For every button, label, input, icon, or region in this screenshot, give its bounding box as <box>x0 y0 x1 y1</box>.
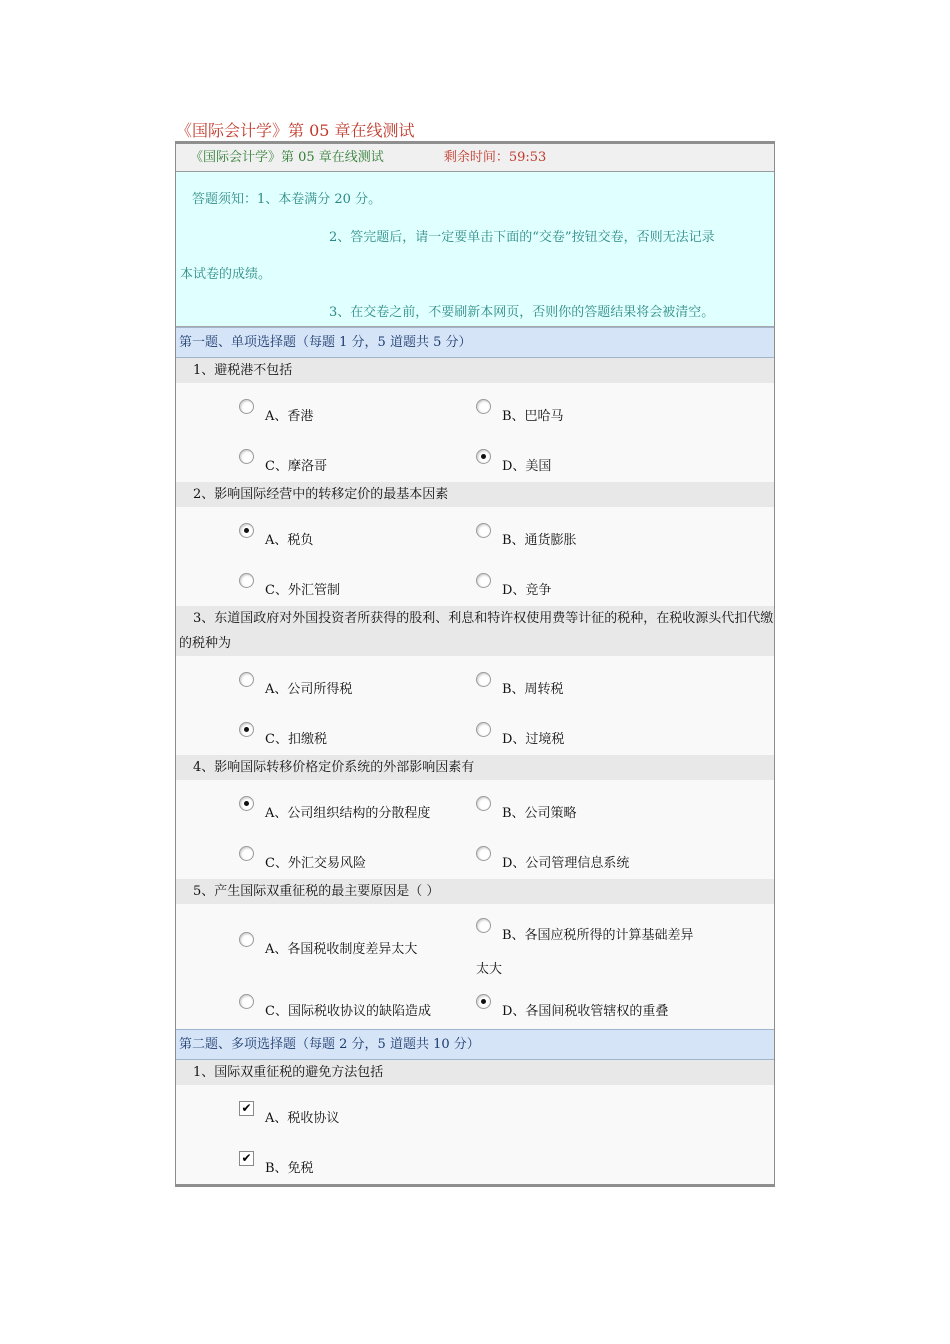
radio-icon[interactable] <box>476 846 491 861</box>
timer-label: 剩余时间： <box>443 150 509 165</box>
radio-icon[interactable] <box>476 399 491 414</box>
question-5-options: A、各国税收制度差异太大 B、各国应税所得的计算基础差异 太大 C、国际税收协议的缺陷造成 D、各国间税收管辖权的重叠 <box>176 904 774 1029</box>
question-1-text: 1、避税港不包括 <box>176 358 774 383</box>
radio-icon[interactable] <box>239 573 254 588</box>
radio-icon[interactable] <box>239 994 254 1009</box>
timer <box>444 150 546 165</box>
mc-question-1-text: 1、国际双重征税的避免方法包括 <box>176 1060 774 1085</box>
radio-selected-icon[interactable] <box>476 449 491 464</box>
section-multiple-choice-title: 第二题、多项选择题（每题 2 分，5 道题共 10 分） <box>176 1029 774 1060</box>
question-1-options: A、香港 B、巴哈马 C、摩洛哥 D、美国 <box>176 383 774 482</box>
radio-icon[interactable] <box>239 449 254 464</box>
section-single-choice-title: 第一题、单项选择题（每题 1 分，5 道题共 5 分） <box>176 327 774 358</box>
radio-icon[interactable] <box>476 796 491 811</box>
mc-question-1-options: ✔ A、税收协议 ✔ B、免税 <box>176 1085 774 1184</box>
question-3-text: 3、东道国政府对外国投资者所获得的股利、利息和特许权使用费等计征的税种，在税收源头代扣代缴的税种为 <box>176 606 774 656</box>
radio-icon[interactable] <box>476 573 491 588</box>
instruction-2: 2、答完题后，请一定要单击下面的“交卷”按钮交卷，否则无法记录 <box>329 230 715 245</box>
question-2-options: A、税负 B、通货膨胀 C、外汇管制 D、竞争 <box>176 507 774 606</box>
question-2-text: 2、影响国际经营中的转移定价的最基本因素 <box>176 482 774 507</box>
quiz-frame <box>175 141 775 1187</box>
radio-selected-icon[interactable] <box>239 523 254 538</box>
instruction-1: 答题须知：1、本卷满分 20 分。 <box>192 192 382 207</box>
document-title: 《国际会计学》第 05 章在线测试 <box>176 121 415 140</box>
question-5-text: 5、产生国际双重征税的最主要原因是（ ） <box>176 879 774 904</box>
question-4-text: 4、影响国际转移价格定价系统的外部影响因素有 <box>176 755 774 780</box>
radio-icon[interactable] <box>239 399 254 414</box>
radio-selected-icon[interactable] <box>239 796 254 811</box>
question-3-options: A、公司所得税 B、周转税 C、扣缴税 D、过境税 <box>176 656 774 755</box>
checkbox-checked-icon[interactable]: ✔ <box>239 1151 254 1166</box>
radio-selected-icon[interactable] <box>476 994 491 1009</box>
radio-icon[interactable] <box>476 918 491 933</box>
instructions-panel <box>176 172 774 327</box>
radio-icon[interactable] <box>476 722 491 737</box>
radio-icon[interactable] <box>476 523 491 538</box>
instruction-3: 3、在交卷之前，不要刷新本网页，否则你的答题结果将会被清空。 <box>329 305 715 320</box>
instruction-2-cont: 本试卷的成绩。 <box>180 267 272 282</box>
quiz-header <box>176 144 774 172</box>
timer-value: 59:53 <box>508 150 547 165</box>
quiz-title: 《国际会计学》第 05 章在线测试 <box>190 150 384 165</box>
radio-icon[interactable] <box>239 932 254 947</box>
radio-icon[interactable] <box>239 846 254 861</box>
radio-selected-icon[interactable] <box>239 722 254 737</box>
radio-icon[interactable] <box>239 672 254 687</box>
checkbox-checked-icon[interactable]: ✔ <box>239 1101 254 1116</box>
radio-icon[interactable] <box>476 672 491 687</box>
frame-bottom-border <box>176 1184 774 1186</box>
question-4-options: A、公司组织结构的分散程度 B、公司策略 C、外汇交易风险 D、公司管理信息系统 <box>176 780 774 879</box>
